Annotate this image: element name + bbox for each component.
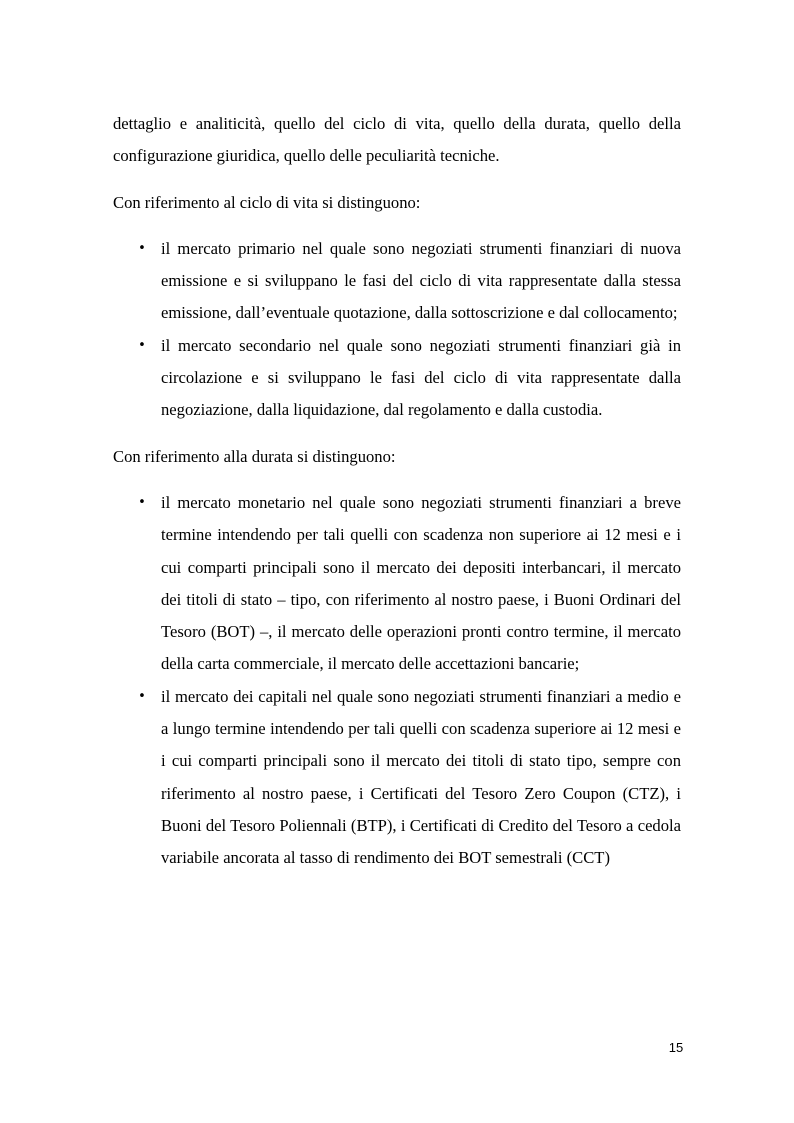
- bullet-icon: •: [138, 337, 146, 353]
- page-number: 15: [668, 1040, 684, 1055]
- list-item-text: il mercato primario nel quale sono negoziati strumenti finanziari di nuova emissione e si sviluppano le fasi del ciclo di vita rappresentate dalla stessa emissione, dall’eventuale quotazione, dalla sottoscrizione e dal collocamento;: [161, 238, 681, 323]
- bullet-icon: •: [138, 688, 146, 704]
- page-body: [113, 108, 681, 889]
- bullet-icon: •: [138, 494, 146, 510]
- section-ciclo-list: [113, 233, 681, 427]
- bullet-icon: •: [138, 240, 146, 256]
- list-item-text: il mercato dei capitali nel quale sono negoziati strumenti finanziari a medio e a lungo termine intendendo per tali quelli con scadenza superiore ai 12 mesi e i cui comparti principali sono il mercato dei titoli di stato tipo, sempre con riferimento al nostro paese, i Certificati del Tesoro Zero Coupon (CTZ), i Buoni del Tesoro Poliennali (BTP), i Certificati di Credito del Tesoro a cedola variabile ancorata al tasso di rendimento dei BOT semestrali (CCT): [161, 686, 681, 868]
- section-ciclo-lead: Con riferimento al ciclo di vita si distinguono:: [113, 192, 421, 212]
- list-item-text: il mercato secondario nel quale sono negoziati strumenti finanziari già in circolazione e si sviluppano le fasi del ciclo di vita rappresentate dalla negoziazione, dalla liquidazione, dal regolamento e dalla custodia.: [161, 335, 681, 420]
- list-item-text: il mercato monetario nel quale sono negoziati strumenti finanziari a breve termine intendendo per tali quelli con scadenza non superiore ai 12 mesi e i cui comparti principali sono il mercato dei depositi interbancari, il mercato dei titoli di stato – tipo, con riferimento al nostro paese, i Buoni Ordinari del Tesoro (BOT) –, il mercato delle operazioni pronti contro termine, il mercato della carta commerciale, il mercato delle accettazioni bancarie;: [161, 492, 681, 674]
- list-item: [113, 330, 681, 427]
- section-durata-lead: Con riferimento alla durata si distinguono:: [113, 446, 396, 466]
- list-item: [113, 233, 681, 330]
- intro-paragraph: dettaglio e analiticità, quello del ciclo di vita, quello della durata, quello della configurazione giuridica, quello delle peculiarità tecniche.: [113, 114, 681, 166]
- section-durata-list: [113, 487, 681, 875]
- list-item: [113, 487, 681, 681]
- list-item: [113, 681, 681, 875]
